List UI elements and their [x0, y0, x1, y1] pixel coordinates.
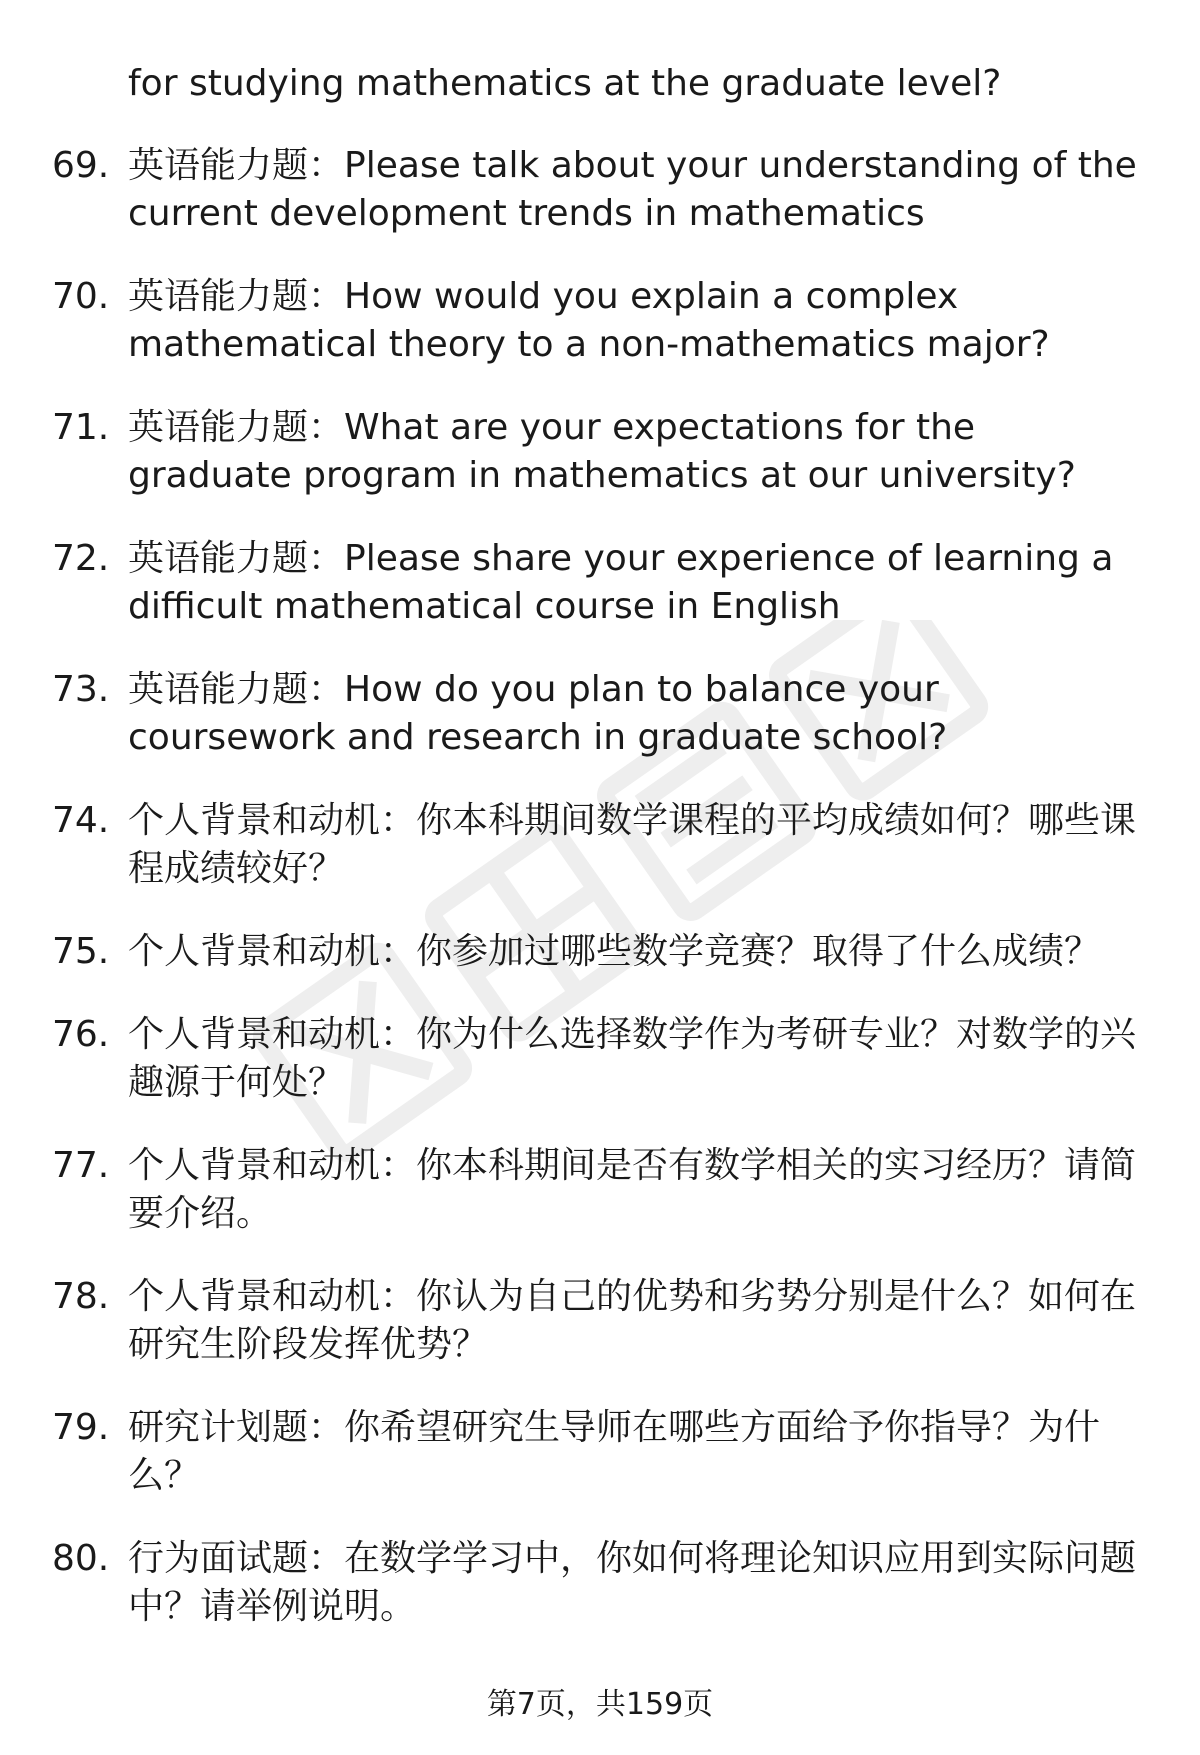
question-text: 个人背景和动机：你参加过哪些数学竞赛？取得了什么成绩？ [128, 931, 1101, 972]
question-text: 个人背景和动机：你本科期间数学课程的平均成绩如何？哪些课程成绩较好？ [128, 800, 1137, 889]
question-number: 71. [52, 407, 110, 448]
question-list [0, 142, 1200, 1666]
question-number: 79. [52, 1407, 110, 1448]
question-item [0, 1273, 1200, 1369]
question-item [0, 1535, 1200, 1631]
question-text: 英语能力题：How do you plan to balance your coursework and research in graduate school? [128, 669, 948, 758]
question-number: 76. [52, 1014, 110, 1055]
question-item [0, 666, 1200, 762]
question-number: 75. [52, 931, 110, 972]
question-number: 74. [52, 800, 110, 841]
question-text: 英语能力题：Please talk about your understanding of the current development trends in mathematics [128, 145, 1137, 234]
question-number: 77. [52, 1145, 110, 1186]
continuation-text: for studying mathematics at the graduate level? [128, 63, 1002, 104]
question-text: 个人背景和动机：你认为自己的优势和劣势分别是什么？如何在研究生阶段发挥优势？ [128, 1276, 1137, 1365]
page-footer: 第7页，共159页 [486, 1687, 714, 1722]
question-number: 72. [52, 538, 110, 579]
question-item [0, 928, 1200, 976]
question-item [0, 797, 1200, 893]
question-number: 80. [52, 1538, 110, 1579]
question-number: 78. [52, 1276, 110, 1317]
question-number: 69. [52, 145, 110, 186]
question-text: 研究计划题：你希望研究生导师在哪些方面给予你指导？为什么？ [128, 1407, 1101, 1496]
question-text: 英语能力题：How would you explain a complex mathematical theory to a non-mathematics major? [128, 276, 1050, 365]
question-text: 英语能力题：What are your expectations for the graduate program in mathematics at our university? [128, 407, 1076, 496]
question-number: 70. [52, 276, 110, 317]
question-item [0, 535, 1200, 631]
question-text: 英语能力题：Please share your experience of learning a difficult mathematical course in English [128, 538, 1114, 627]
question-item [0, 1011, 1200, 1107]
question-text: 个人背景和动机：你为什么选择数学作为考研专业？对数学的兴趣源于何处？ [128, 1014, 1137, 1103]
question-text: 行为面试题：在数学学习中，你如何将理论知识应用到实际问题中？请举例说明。 [128, 1538, 1137, 1627]
question-text: 个人背景和动机：你本科期间是否有数学相关的实习经历？请简要介绍。 [128, 1145, 1137, 1234]
question-item [0, 1142, 1200, 1238]
question-number: 73. [52, 669, 110, 710]
question-item [0, 142, 1200, 238]
question-item [0, 273, 1200, 369]
question-item [0, 404, 1200, 500]
question-item [0, 1404, 1200, 1500]
